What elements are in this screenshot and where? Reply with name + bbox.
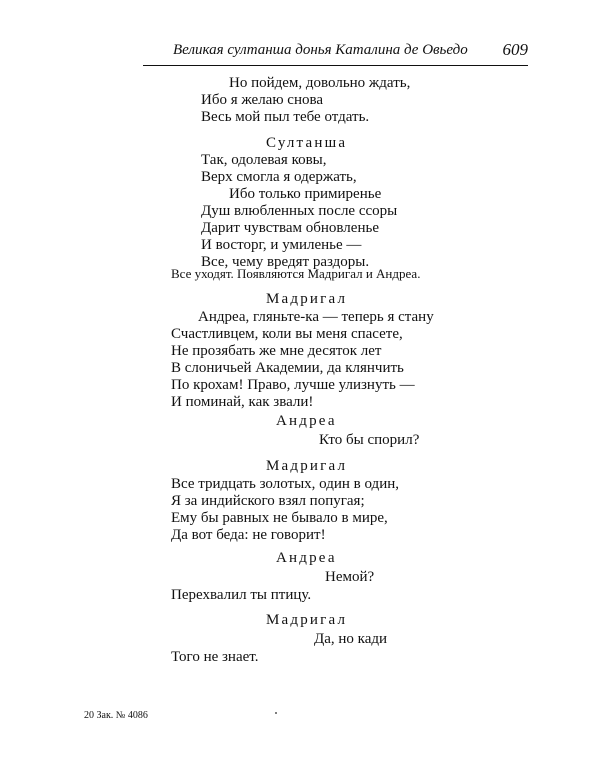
verse-line: Верх смогла я одержать, (201, 169, 357, 185)
verse-line: Того не знает. (171, 649, 259, 665)
verse-line: Да вот беда: не говорит! (171, 527, 326, 543)
verse-line: Кто бы спорил? (319, 432, 420, 448)
verse-line: Ибо я желаю снова (201, 92, 324, 108)
printer-mark: 20 Зак. № 4086 (84, 710, 148, 721)
verse-line: Я за индийского взял попугая; (171, 493, 365, 509)
verse-line: Душ влюбленных после ссоры (201, 203, 398, 219)
verse-line: Счастливцем, коли вы меня спасете, (171, 326, 403, 342)
verse-line: Все тридцать золотых, один в один, (171, 476, 399, 492)
verse-line: Ибо только примиренье (229, 186, 382, 202)
verse-line: Так, одолевая ковы, (201, 152, 327, 168)
speaker-name: Андреа (276, 413, 337, 429)
speaker-name: Мадригал (266, 612, 348, 628)
speaker-name: Андреа (276, 550, 337, 566)
verse-line: Весь мой пыл тебе отдать. (201, 109, 370, 125)
verse-line: Андреа, гляньте-ка — теперь я стану (198, 309, 434, 325)
running-title: Великая султанша донья Каталина де Овьедо (173, 42, 468, 58)
verse-line: Перехвалил ты птицу. (171, 587, 312, 603)
verse-line: Все, чему вредят раздоры. (201, 254, 370, 270)
speaker-name: Султанша (266, 135, 348, 151)
verse-line: И поминай, как звали! (171, 394, 314, 410)
verse-line: Немой? (325, 569, 375, 585)
verse-line: Не прозябать же мне десяток лет (171, 343, 382, 359)
verse-line: По крохам! Право, лучше улизнуть — (171, 377, 415, 393)
verse-line: Ему бы равных не бывало в мире, (171, 510, 388, 526)
stage-direction: Все уходят. Появляются Мадригал и Андреа. (171, 266, 421, 281)
speaker-name: Мадригал (266, 291, 348, 307)
verse-line: В слоничьей Академии, да клянчить (171, 360, 404, 376)
page-number: 609 (502, 40, 528, 59)
running-header (143, 40, 528, 62)
header-rule (143, 65, 528, 66)
verse-line: Да, но кади (314, 631, 388, 647)
verse-line: Но пойдем, довольно ждать, (229, 75, 411, 91)
verse-line: Дарит чувствам обновленье (201, 220, 379, 236)
print-speck (275, 712, 277, 714)
speaker-name: Мадригал (266, 458, 348, 474)
verse-line: И восторг, и умиленье — (201, 237, 362, 253)
